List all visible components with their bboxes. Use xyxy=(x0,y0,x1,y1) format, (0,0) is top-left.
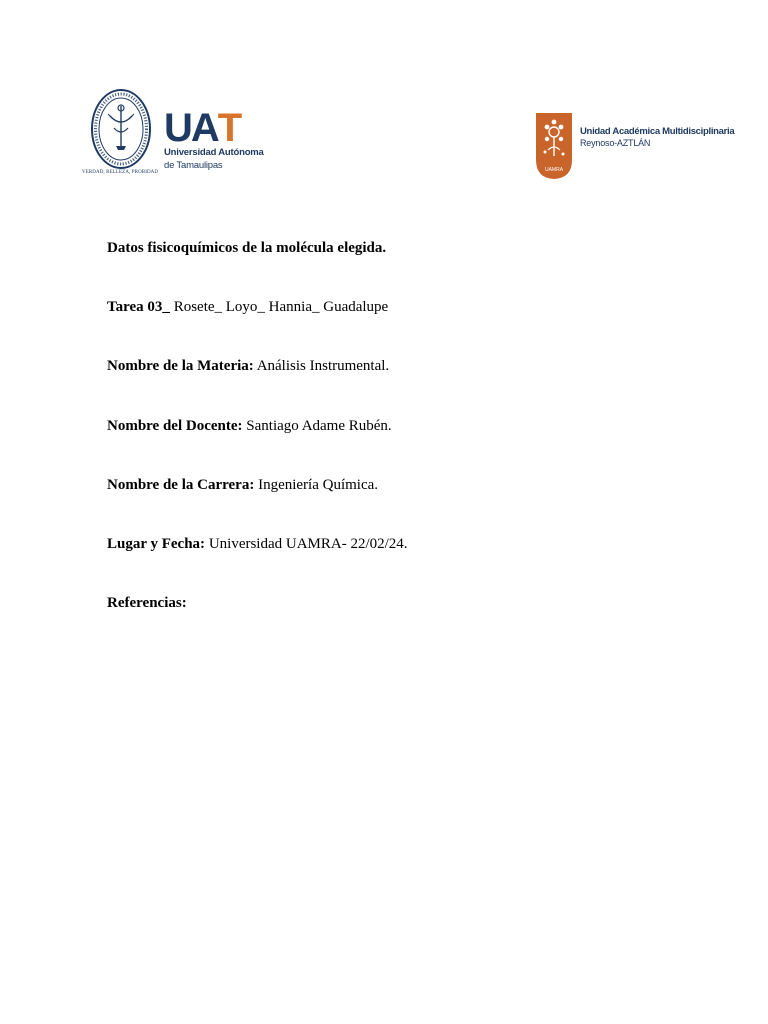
document-heading xyxy=(107,239,386,257)
place-date-line xyxy=(107,535,408,553)
uamra-subtitle: Reynoso-AZTLÁN xyxy=(580,138,651,148)
task-value: Rosete_ Loyo_ Hannia_ Guadalupe xyxy=(169,299,389,315)
subject-value: Análisis Instrumental. xyxy=(253,358,390,374)
uamra-logo xyxy=(535,112,735,182)
uat-wordmark xyxy=(164,106,264,172)
uat-letter-a: A xyxy=(190,106,218,150)
uamra-wordmark xyxy=(580,126,734,149)
uat-letters xyxy=(164,106,264,150)
uat-letter-t: T xyxy=(217,106,241,150)
uamra-shield-icon xyxy=(535,112,573,180)
place-date-label: Lugar y Fecha: xyxy=(107,536,206,552)
references-line xyxy=(107,594,187,612)
uamra-title: Unidad Académica Multidisciplinaria xyxy=(580,126,735,137)
uamra-shield-label: UAMRA xyxy=(544,167,564,173)
subject-label: Nombre de la Materia: xyxy=(107,358,254,374)
teacher-line xyxy=(107,417,392,435)
place-date-value: Universidad UAMRA- 22/02/24. xyxy=(205,536,408,552)
uat-logo xyxy=(82,88,264,184)
teacher-value: Santiago Adame Rubén. xyxy=(242,418,392,434)
seal-motto: VERDAD, BELLEZA, PROBIDAD xyxy=(82,170,159,175)
career-line xyxy=(107,476,378,494)
task-label: Tarea 03_ xyxy=(107,299,170,315)
uat-seal-icon xyxy=(90,88,152,174)
uat-name-line2: de Tamaulipas xyxy=(164,160,223,171)
task-line xyxy=(107,298,388,316)
uat-name-line1: Universidad Autónoma xyxy=(164,147,264,158)
career-value: Ingeniería Química. xyxy=(254,477,379,493)
teacher-label: Nombre del Docente: xyxy=(107,418,243,434)
heading-text: Datos fisicoquímicos de la molécula elegida. xyxy=(107,240,387,256)
uat-letter-u: U xyxy=(164,106,191,150)
subject-line xyxy=(107,357,389,375)
references-label: Referencias: xyxy=(107,595,187,611)
career-label: Nombre de la Carrera: xyxy=(107,477,255,493)
